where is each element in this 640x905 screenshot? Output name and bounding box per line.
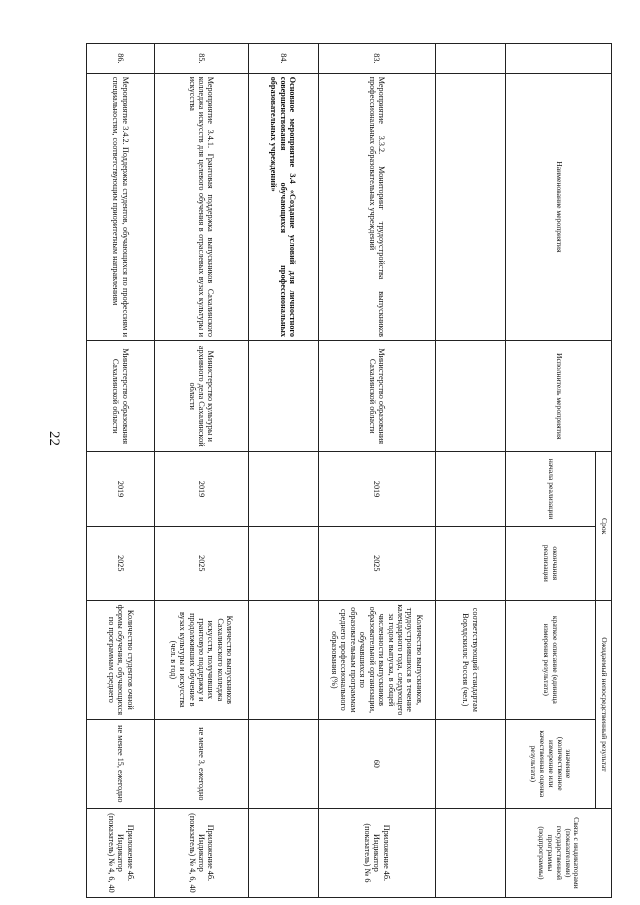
- row-start: [435, 452, 505, 526]
- row-number: 85.: [154, 44, 248, 74]
- row-start: 2019: [87, 452, 155, 526]
- row-name: Мероприятие 3.3.2. Мониторинг трудоустройства выпускников профессиональных образовательных учреждений: [318, 73, 435, 340]
- row-name: Мероприятие 3.4.1. Грантовая поддержка выпускников Сахалинского колледжа искусств для целевого обучения в отраслевых вузах культуры и искусства: [154, 73, 248, 340]
- row-desc: соответствующий стандартам Ворлдскиллс Россия (чел.): [435, 600, 505, 719]
- row-start: [248, 452, 318, 526]
- row-end: 2025: [154, 526, 248, 600]
- header-term: Срок: [596, 452, 612, 601]
- row-start: 2019: [318, 452, 435, 526]
- header-desc: краткое описание (единица измерения результата): [506, 600, 596, 719]
- header-result: Ожидаемый непосредственный результат: [596, 600, 612, 808]
- row-name: Основное мероприятие 3.4 «Создание условий для личностного совершенствования обучающихся профессиональных образовательных учреждений»: [248, 73, 318, 340]
- header-link: Связь с индикаторами (показателями) государственной программы (подпрограммы): [506, 808, 612, 897]
- table-row: [248, 44, 318, 898]
- row-value: [435, 719, 505, 808]
- row-end: 2025: [87, 526, 155, 600]
- header-executor: Исполнитель мероприятия: [506, 341, 612, 452]
- program-table: [86, 43, 612, 898]
- header-number: [506, 44, 612, 74]
- header-value: значение (количественное измерение или качественная оценка результата): [506, 719, 596, 808]
- row-number: 83.: [318, 44, 435, 74]
- row-link: [248, 808, 318, 897]
- header-start: начала реализации: [506, 452, 596, 526]
- row-desc: Количество выпускников Сахалинского колледжа искусств, получивших грантовую поддержку и продолживших обучение в вузах культуры и искусства (чел. в год): [154, 600, 248, 719]
- row-desc: Количество выпускников, трудоустроившихся в течение календарного года, следующего за годом выпуска, в общей численности выпускников образовательной организации, обучавшихся по образовательным программам среднего профессионального образования (%): [318, 600, 435, 719]
- row-value: не менее 3, ежегодно: [154, 719, 248, 808]
- row-name: Мероприятие 3.4.2. Поддержка студентов, обучающихся по профессиям и специальностям, соответствующим приоритетным направлениям: [87, 73, 155, 340]
- row-name: [435, 73, 505, 340]
- row-number: [435, 44, 505, 74]
- row-executor: Министерство образования Сахалинской области: [318, 341, 435, 452]
- row-end: 2025: [318, 526, 435, 600]
- row-link: Приложение 4б. Индикатор (показатель) № 4, 6, 40: [154, 808, 248, 897]
- row-executor: [435, 341, 505, 452]
- row-link: Приложение 4б. Индикатор (показатель) № 6: [318, 808, 435, 897]
- row-link: [435, 808, 505, 897]
- row-desc: [248, 600, 318, 719]
- row-executor: Министерство культуры и архивного дела Сахалинской области: [154, 341, 248, 452]
- row-end: [435, 526, 505, 600]
- table-row: [318, 44, 435, 898]
- row-value: не менее 15, ежегодно: [87, 719, 155, 808]
- rotated-table-container: [86, 43, 612, 898]
- table-row: [87, 44, 155, 898]
- row-link: Приложение 4б. Индикатор (показатель) № 4, 6, 40: [87, 808, 155, 897]
- row-value: [248, 719, 318, 808]
- row-executor: Министерство образования Сахалинской области: [87, 341, 155, 452]
- row-value: 60: [318, 719, 435, 808]
- row-end: [248, 526, 318, 600]
- row-start: 2019: [154, 452, 248, 526]
- table-row: [154, 44, 248, 898]
- table-row: [435, 44, 505, 898]
- row-number: 86.: [87, 44, 155, 74]
- row-number: 84.: [248, 44, 318, 74]
- row-executor: [248, 341, 318, 452]
- page-number: 22: [46, 431, 62, 446]
- header-end: окончания реализации: [506, 526, 596, 600]
- header-name: Наименование мероприятия: [506, 73, 612, 340]
- row-desc: Количество студентов очной формы обучения, обучающихся по программам среднего: [87, 600, 155, 719]
